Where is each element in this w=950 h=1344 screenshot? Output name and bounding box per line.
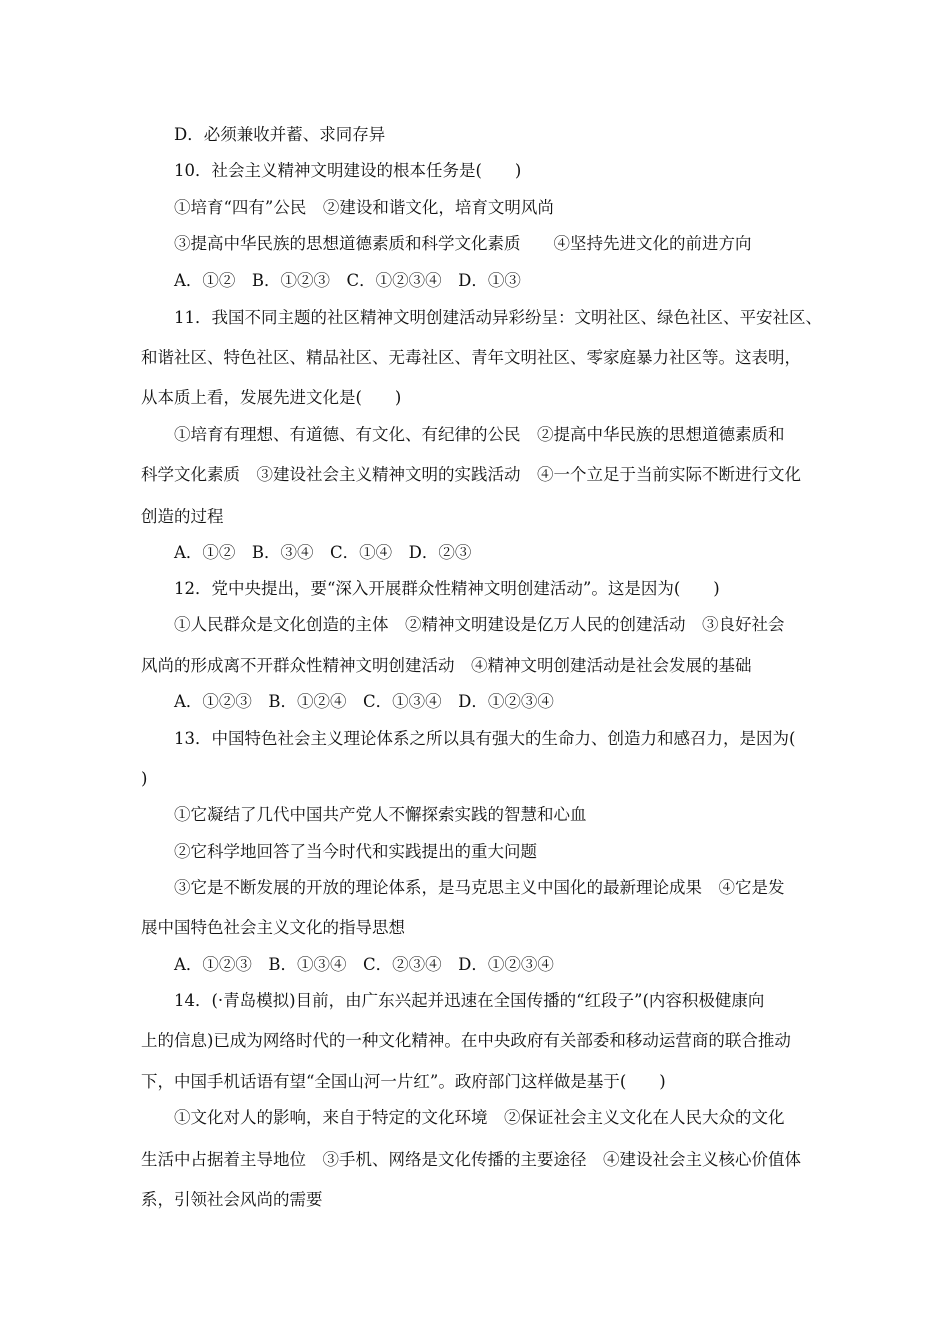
q11-statement-1: ①培育有理想、有道德、有文化、有纪律的公民 ②提高中华民族的思想道德素质和 (174, 425, 785, 444)
question-11-cont-1: 和谐社区、特色社区、精品社区、无毒社区、青年文明社区、零家庭暴力社区等。这表明， (141, 348, 801, 367)
q10-statement-2: ③提高中华民族的思想道德素质和科学文化素质 ④坚持先进文化的前进方向 (174, 234, 752, 253)
question-10: 10．社会主义精神文明建设的根本任务是( ) (174, 161, 522, 180)
option-d-q9: D．必须兼收并蓄、求同存异 (174, 125, 386, 144)
question-14-cont-1: 上的信息)已成为网络时代的一种文化精神。在中央政府有关部委和移动运营商的联合推动 (141, 1031, 791, 1050)
q10-statement-1: ①培育“四有”公民 ②建设和谐文化，培育文明风尚 (174, 198, 554, 217)
question-11: 11．我国不同主题的社区精神文明创建活动异彩纷呈：文明社区、绿色社区、平安社区、 (174, 308, 822, 327)
question-13-cont: ) (141, 769, 148, 788)
question-12: 12．党中央提出，要“深入开展群众性精神文明创建活动”。这是因为( ) (174, 579, 720, 598)
q10-options: A．①② B．①②③ C．①②③④ D．①③ (174, 271, 521, 290)
question-13: 13．中国特色社会主义理论体系之所以具有强大的生命力、创造力和感召力，是因为( (174, 729, 796, 748)
q12-options: A．①②③ B．①②④ C．①③④ D．①②③④ (174, 692, 554, 711)
q11-statement-cont-1: 科学文化素质 ③建设社会主义精神文明的实践活动 ④一个立足于当前实际不断进行文化 (141, 465, 801, 484)
q14-statement-1: ①文化对人的影响，来自于特定的文化环境 ②保证社会主义文化在人民大众的文化 (174, 1108, 785, 1127)
q11-options: A．①② B．③④ C．①④ D．②③ (174, 543, 472, 562)
q13-statement-3: ③它是不断发展的开放的理论体系，是马克思主义中国化的最新理论成果 ④它是发 (174, 878, 785, 897)
q13-statement-2: ②它科学地回答了当今时代和实践提出的重大问题 (174, 842, 537, 861)
q12-statement-cont: 风尚的形成离不开群众性精神文明创建活动 ④精神文明创建活动是社会发展的基础 (141, 656, 752, 675)
q11-statement-cont-2: 创造的过程 (141, 507, 224, 526)
q13-options: A．①②③ B．①③④ C．②③④ D．①②③④ (174, 955, 554, 974)
question-14: 14．(·青岛模拟)目前，由广东兴起并迅速在全国传播的“红段子”(内容积极健康向 (174, 991, 765, 1010)
q12-statement-1: ①人民群众是文化创造的主体 ②精神文明建设是亿万人民的创建活动 ③良好社会 (174, 615, 785, 634)
q13-statement-cont: 展中国特色社会主义文化的指导思想 (141, 918, 405, 937)
question-14-cont-2: 下，中国手机话语有望“全国山河一片红”。政府部门这样做是基于( ) (141, 1072, 666, 1091)
q14-statement-cont-2: 系，引领社会风尚的需要 (141, 1190, 323, 1209)
q14-statement-cont-1: 生活中占据着主导地位 ③手机、网络是文化传播的主要途径 ④建设社会主义核心价值体 (141, 1150, 801, 1169)
question-11-cont-2: 从本质上看，发展先进文化是( ) (141, 388, 402, 407)
q13-statement-1: ①它凝结了几代中国共产党人不懈探索实践的智慧和心血 (174, 805, 587, 824)
